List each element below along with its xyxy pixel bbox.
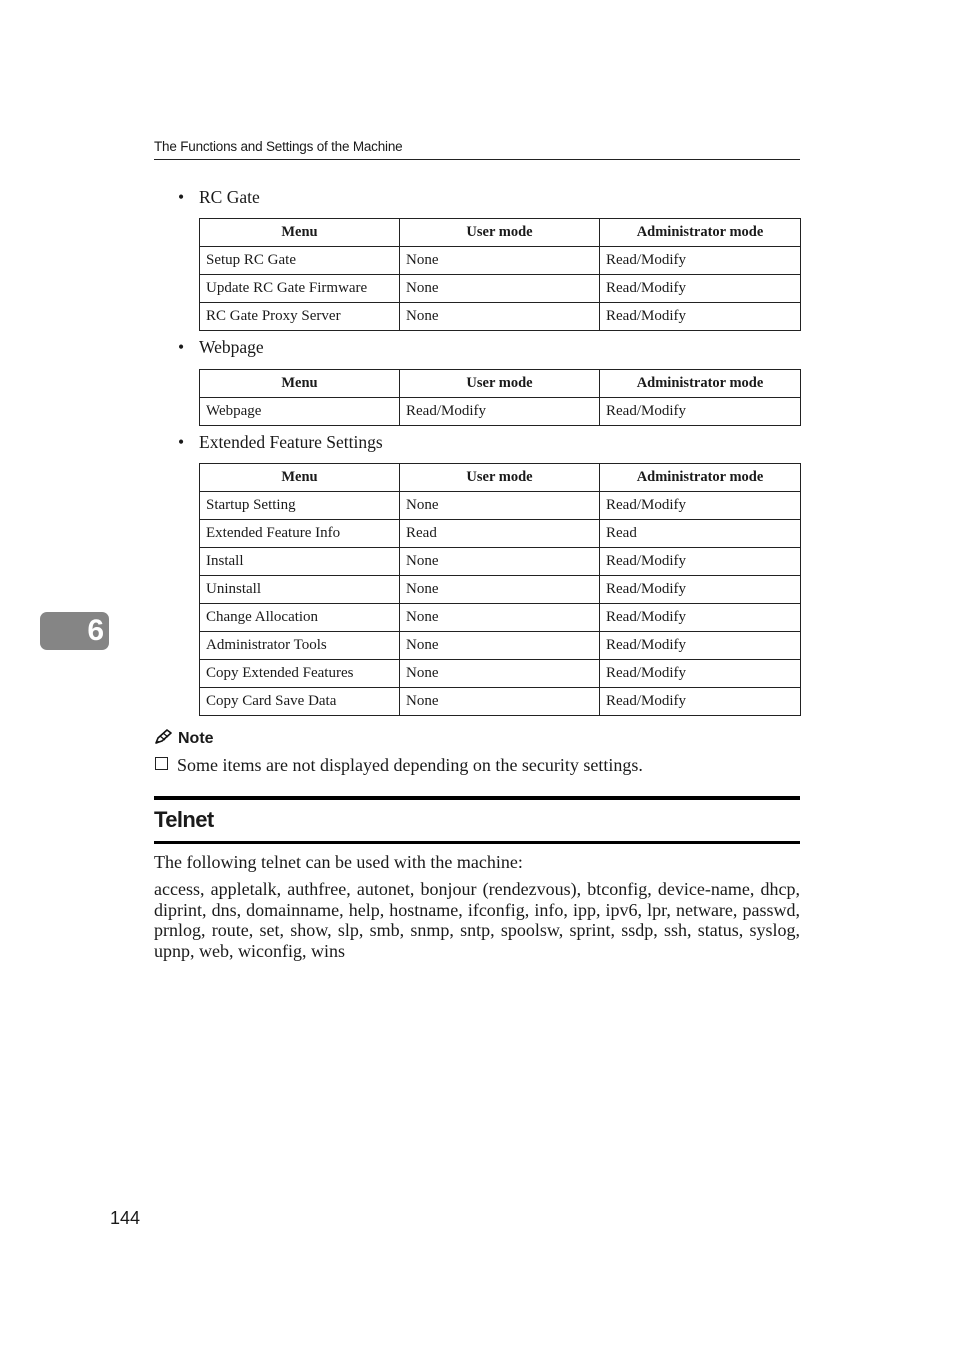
cell-menu: Install (200, 548, 400, 576)
running-header: The Functions and Settings of the Machine (154, 138, 800, 160)
cell-menu: Copy Extended Features (200, 660, 400, 688)
note-heading-label: Note (178, 730, 214, 747)
bullet-webpage (178, 336, 264, 358)
cell-menu: Extended Feature Info (200, 520, 400, 548)
extended-feature-settings-table (199, 463, 801, 716)
bullet-rc-gate (178, 186, 260, 208)
cell-admin-mode: Read/Modify (600, 660, 801, 688)
cell-menu: RC Gate Proxy Server (200, 303, 400, 331)
cell-menu: Uninstall (200, 576, 400, 604)
table-row (200, 632, 801, 660)
cell-admin-mode: Read/Modify (600, 604, 801, 632)
column-header-admin-mode: Administrator mode (600, 219, 801, 247)
page-number: 144 (110, 1208, 141, 1228)
table-row (200, 492, 801, 520)
column-header-user-mode: User mode (400, 370, 600, 398)
cell-admin-mode: Read/Modify (600, 303, 801, 331)
cell-admin-mode: Read/Modify (600, 632, 801, 660)
checkbox-bullet-icon (155, 757, 168, 770)
table-row (200, 604, 801, 632)
table-row (200, 688, 801, 716)
cell-admin-mode: Read/Modify (600, 247, 801, 275)
cell-user-mode: None (400, 660, 600, 688)
column-header-admin-mode: Administrator mode (600, 370, 801, 398)
column-header-menu: Menu (200, 370, 400, 398)
table-header-row (200, 219, 801, 247)
telnet-intro: The following telnet can be used with the machine: (154, 852, 523, 872)
webpage-table (199, 369, 801, 426)
cell-user-mode: None (400, 632, 600, 660)
cell-user-mode: Read (400, 520, 600, 548)
table-row (200, 520, 801, 548)
bullet-dot: • (178, 337, 185, 357)
cell-menu: Administrator Tools (200, 632, 400, 660)
table-row (200, 247, 801, 275)
cell-user-mode: None (400, 492, 600, 520)
column-header-menu: Menu (200, 464, 400, 492)
cell-admin-mode: Read/Modify (600, 275, 801, 303)
cell-admin-mode: Read/Modify (600, 492, 801, 520)
bullet-dot: • (178, 432, 185, 452)
cell-admin-mode: Read/Modify (600, 576, 801, 604)
cell-user-mode: None (400, 303, 600, 331)
bullet-dot: • (178, 187, 185, 207)
cell-user-mode: None (400, 688, 600, 716)
pencil-icon (154, 729, 174, 745)
column-header-admin-mode: Administrator mode (600, 464, 801, 492)
telnet-command-list: access, appletalk, authfree, autonet, bonjour (rendezvous), btconfig, device-name, dhcp, diprint, dns, domainname, help, hostname, ifconfig, info, ipp, ipv6, lpr, netware, passwd, prnlog, route, set, show, slp, smb, snmp, sntp, spoolsw, sprint, ssdp, ssh, status, syslog, upnp, web, wiconfig, wins (154, 879, 800, 962)
cell-menu: Startup Setting (200, 492, 400, 520)
table-row (200, 398, 801, 426)
column-header-user-mode: User mode (400, 219, 600, 247)
cell-admin-mode: Read/Modify (600, 688, 801, 716)
cell-menu: Setup RC Gate (200, 247, 400, 275)
section-label: Webpage (199, 337, 264, 357)
table-row (200, 548, 801, 576)
column-header-menu: Menu (200, 219, 400, 247)
section-rule-bottom (154, 841, 800, 844)
cell-menu: Change Allocation (200, 604, 400, 632)
cell-user-mode: None (400, 247, 600, 275)
section-rule-top (154, 796, 800, 800)
table-row (200, 660, 801, 688)
table-row (200, 275, 801, 303)
cell-menu: Copy Card Save Data (200, 688, 400, 716)
cell-admin-mode: Read (600, 520, 801, 548)
table-row (200, 303, 801, 331)
chapter-tab: 6 (40, 612, 109, 650)
cell-user-mode: None (400, 604, 600, 632)
cell-user-mode: None (400, 548, 600, 576)
cell-admin-mode: Read/Modify (600, 398, 801, 426)
table-row (200, 576, 801, 604)
cell-menu: Webpage (200, 398, 400, 426)
note-item-text: Some items are not displayed depending on the security settings. (177, 755, 643, 775)
bullet-extended-feature-settings (178, 431, 383, 453)
section-label: RC Gate (199, 187, 260, 207)
cell-user-mode: Read/Modify (400, 398, 600, 426)
cell-admin-mode: Read/Modify (600, 548, 801, 576)
note-heading (154, 728, 214, 750)
cell-user-mode: None (400, 275, 600, 303)
rc-gate-table (199, 218, 801, 331)
table-header-row (200, 464, 801, 492)
note-item (154, 754, 643, 776)
cell-user-mode: None (400, 576, 600, 604)
table-header-row (200, 370, 801, 398)
column-header-user-mode: User mode (400, 464, 600, 492)
cell-menu: Update RC Gate Firmware (200, 275, 400, 303)
section-label: Extended Feature Settings (199, 432, 383, 452)
section-title: Telnet (154, 807, 214, 832)
